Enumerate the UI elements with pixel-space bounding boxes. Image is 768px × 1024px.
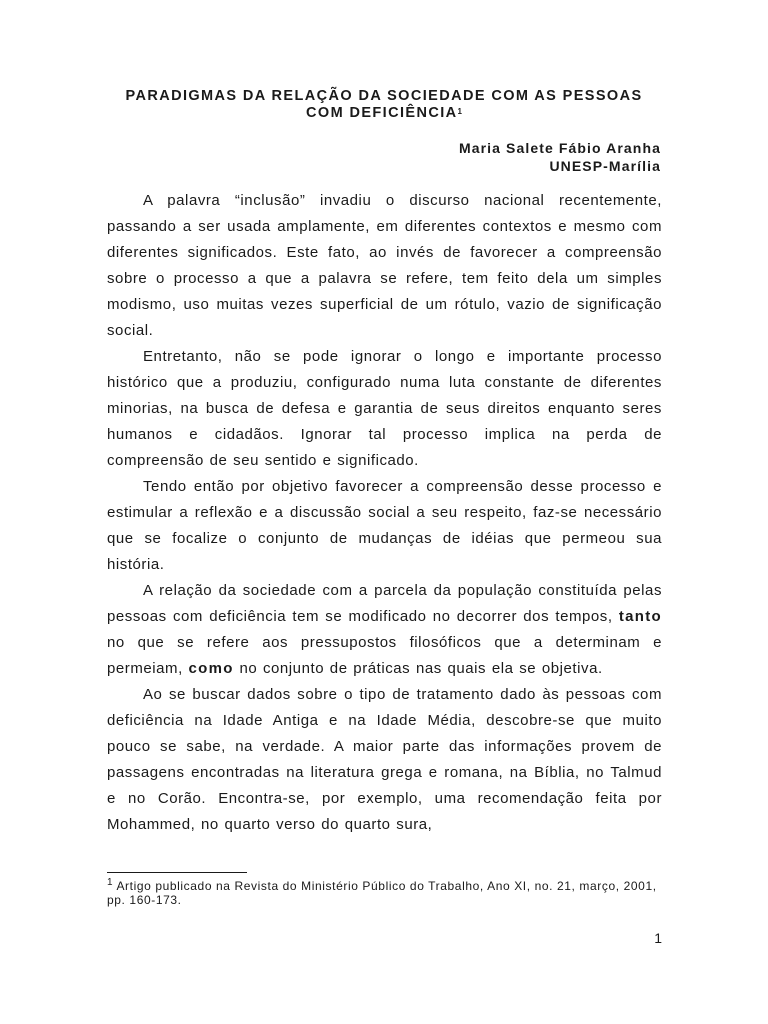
author-block bbox=[459, 139, 661, 175]
author-affiliation: UNESP-Marília bbox=[549, 158, 661, 174]
footnote-separator bbox=[107, 872, 247, 873]
paragraph-5: Ao se buscar dados sobre o tipo de tratamento dado às pessoas com deficiência na Idade Antiga e na Idade Média, descobre-se que muito pouco se sabe, na verdade. A maior parte das informações provem de passagens encontradas na literatura grega e romana, na Bíblia, no Talmud e no Corão. Encontra-se, por exemplo, uma recomendação feita por Mohammed, no quarto verso do quarto sura, bbox=[107, 686, 662, 833]
title-line-2: COM DEFICIÊNCIA bbox=[306, 105, 458, 121]
emphasis-tanto: tanto bbox=[618, 608, 662, 625]
paragraph-4-part-e: no conjunto de práticas nas quais ela se objetiva. bbox=[233, 660, 603, 677]
body-text bbox=[107, 188, 662, 838]
title-line-1: PARADIGMAS DA RELAÇÃO DA SOCIEDADE COM AS PESSOAS bbox=[125, 88, 643, 104]
paragraph-4-part-c: no que se refere aos pressupostos filosóficos que a determinam e permeiam, bbox=[107, 634, 662, 677]
author-name: Maria Salete Fábio Aranha bbox=[458, 140, 661, 156]
paragraph-2: Entretanto, não se pode ignorar o longo e importante processo histórico que a produziu, configurado numa luta constante de diferentes minorias, na busca de defesa e garantia de seus direitos enquanto seres humanos e cidadãos. Ignorar tal processo implica na perda de compreensão de seu sentido e significado. bbox=[107, 348, 662, 469]
footnote-marker: 1 bbox=[107, 877, 114, 888]
paragraph-3: Tendo então por objetivo favorecer a compreensão desse processo e estimular a reflexão e a discussão social a seu respeito, faz-se necessário que se focalize o conjunto de mudanças de idéias que permeou sua história. bbox=[107, 478, 662, 573]
document-title bbox=[100, 88, 668, 122]
title-footnote-marker: 1 bbox=[457, 107, 462, 116]
footnote bbox=[107, 876, 667, 907]
paragraph-1: A palavra “inclusão” invadiu o discurso nacional recentemente, passando a ser usada amplamente, em diferentes contextos e mesmo com diferentes significados. Este fato, ao invés de favorecer a compreensão sobre o processo a que a palavra se refere, tem feito dela um simples modismo, uso muitas vezes superficial de um rótulo, vazio de significação social. bbox=[107, 192, 662, 339]
footnote-text: Artigo publicado na Revista do Ministério Público do Trabalho, Ano XI, no. 21, março, 2001, pp. 160-173. bbox=[107, 879, 657, 907]
emphasis-como: como bbox=[188, 660, 234, 677]
paragraph-4 bbox=[107, 578, 662, 682]
paragraph-4-part-a: A relação da sociedade com a parcela da população constituída pelas pessoas com deficiência tem se modificado no decorrer dos tempos, bbox=[107, 582, 662, 625]
page-number: 1 bbox=[654, 930, 662, 946]
